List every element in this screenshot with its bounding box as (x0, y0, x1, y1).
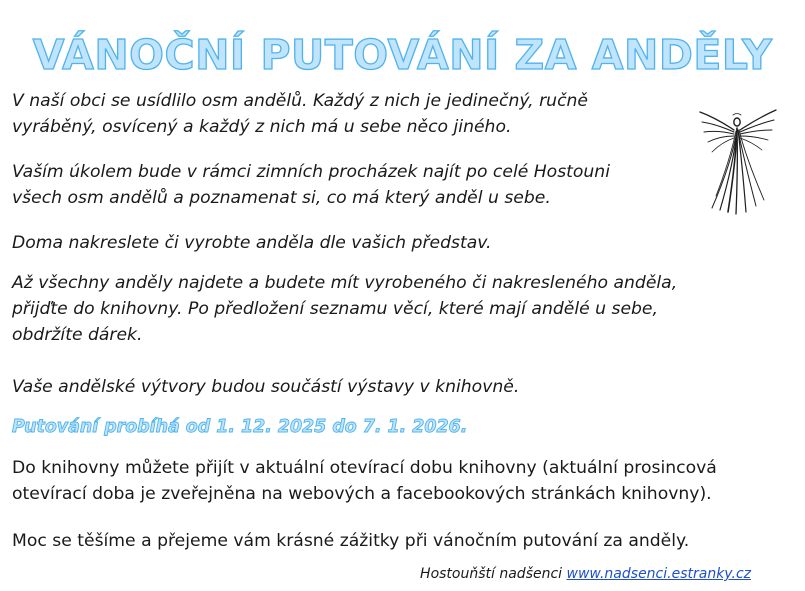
paragraph-line: Až všechny anděly najdete a budete mít vyrobeného či nakresleného anděla, (12, 273, 678, 293)
angel-icon (696, 100, 780, 218)
paragraph-line: Moc se těšíme a přejeme vám krásné zážitky při vánočním putování za anděly. (12, 531, 690, 551)
paragraph-line: přijďte do knihovny. Po předložení seznamu věcí, které mají andělé u sebe, (12, 299, 658, 319)
paragraph-exhibition (12, 374, 519, 400)
paragraph-line: otevírací doba je zveřejněna na webových a facebookových stránkách knihovny). (12, 484, 712, 504)
paragraph-opening-hours (12, 455, 717, 507)
paragraph-draw (12, 230, 491, 256)
paragraph-line: všech osm andělů a poznamenat si, co má který anděl u sebe. (12, 188, 551, 208)
signature-text: Hostouňští nadšenci (420, 566, 563, 582)
event-dates: Putování probíhá od 1. 12. 2025 do 7. 1. 2026. (12, 417, 468, 437)
paragraph-line: Doma nakreslete či vyrobte anděla dle vašich představ. (12, 233, 492, 253)
paragraph-intro (12, 88, 588, 140)
paragraph-closing (12, 528, 689, 554)
paragraph-line: Vaše andělské výtvory budou součástí výstavy v knihovně. (12, 377, 520, 397)
website-link[interactable]: www.nadsenci.estranky.cz (566, 566, 751, 582)
page-title: VÁNOČNÍ PUTOVÁNÍ ZA ANDĚLY (32, 31, 773, 80)
paragraph-task (12, 159, 610, 211)
paragraph-library (12, 270, 677, 348)
paragraph-line: obdržíte dárek. (12, 325, 143, 345)
footer-signature (420, 566, 751, 582)
paragraph-line: V naší obci se usídlilo osm andělů. Každý z nich je jedinečný, ručně (12, 91, 588, 111)
paragraph-line: vyráběný, osvícený a každý z nich má u sebe něco jiného. (12, 117, 512, 137)
paragraph-line: Do knihovny můžete přijít v aktuální otevírací dobu knihovny (aktuální prosincová (12, 458, 717, 478)
paragraph-line: Vaším úkolem bude v rámci zimních procházek najít po celé Hostouni (12, 162, 610, 182)
